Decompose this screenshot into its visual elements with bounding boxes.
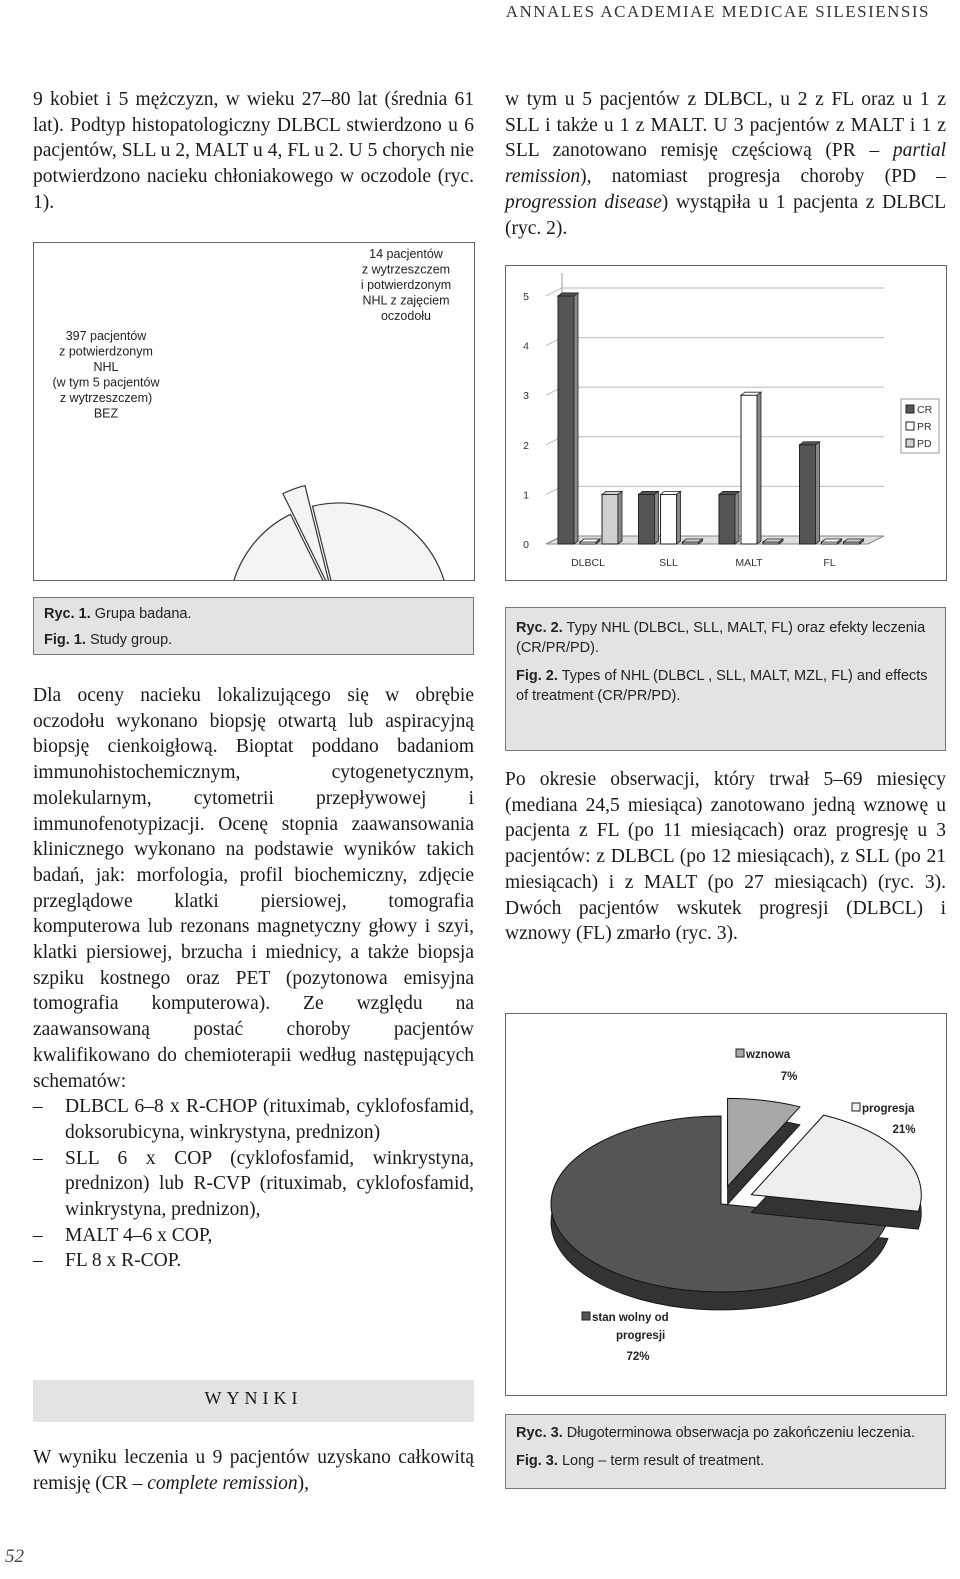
pie-label-line: BEZ	[93, 406, 119, 421]
bar-side	[735, 491, 739, 544]
list-item: – SLL 6 x COP (cyklofosfamid, winkrystyna, prednizon) lub R-CVP (rituximab, cyklofosfamid, winkrystyna, prednizon),	[33, 1146, 474, 1223]
bar-side	[677, 491, 681, 544]
figure-3	[505, 1013, 947, 1396]
y-tick-label: 3	[523, 390, 529, 403]
pie-label-line: (w tym 5 pacjentów	[52, 375, 160, 390]
pie-label-line: i potwierdzonym	[360, 278, 452, 292]
legend-swatch	[906, 422, 914, 430]
pie-label-line: z wytrzeszczem)	[59, 391, 153, 405]
left-paragraph-2: Dla oceny nacieku lokalizującego się w obrębie oczodołu wykonano biopsję otwartą lub aspiracyjną biopsję cienkoigłową. Bioptat poddano badaniom immunohistochemicznym, cytogenetycznym, molekularnym, cytometrii przepływowej i immunofenotypizacji. Ocenę stopnia zaawansowania klinicznego wykonano na podstawie wyników takich badań, jak: morfologia, profil biochemiczny, zdjęcie przeglądowe klatki piersiowej, tomografia komputerowa lub rezonans magnetyczny głowy i szyi, klatki piersiowej, brzucha i miednicy, a także biopsja szpiku kostnego oraz PET (pozytonowa emisyjna tomografia komputerowa). Ze względu na zaawansowaną postać choroby pacjentów kwalifikowano do chemioterapii według następujących schematów: – DLBCL 6–8 x R-CHOP (rituximab, cyklofosfamid, doksorubicyna, winkrystyna, prednizon) – SLL 6 x COP (cyklofosfamid, winkrystyna, prednizon) lub R-CVP (rituximab, cyklofosfamid, winkrystyna, prednizon), – MALT 4–6 x COP, – FL 8 x R-COP.	[33, 683, 474, 1274]
section-heading: WYNIKI	[33, 1380, 474, 1422]
legend-swatch	[582, 1312, 590, 1320]
chart-legend	[901, 399, 939, 453]
pie-label-line: NHL z zajęciem	[362, 293, 450, 308]
left-paragraph-1: 9 kobiet i 5 mężczyzn, w wieku 27–80 lat (średnia 61 lat). Podtyp histopatologiczny DLBCL stwierdzono u 6 pacjentów, SLL u 2, MALT u 4, FL u 2. U 5 chorych nie potwierdzono nacieku chłoniakowego w oczodole (ryc. 1).	[33, 89, 474, 213]
list-item: – DLBCL 6–8 x R-CHOP (rituximab, cyklofosfamid, doksorubicyna, winkrystyna, prednizon)	[33, 1094, 474, 1145]
y-tick-label: 1	[523, 489, 529, 502]
y-tick-label: 0	[523, 539, 529, 551]
bar-cr	[639, 494, 655, 544]
fig3-pie-chart	[506, 1014, 946, 1395]
x-category-label: DLBCL	[571, 557, 605, 569]
figure-3-caption: Ryc. 3. Długoterminowa obserwacja po zakończeniu leczenia. Fig. 3. Long – term result of treatment.	[505, 1414, 946, 1489]
y-tick-label: 2	[523, 439, 529, 452]
list-item: – FL 8 x R-COP.	[33, 1248, 474, 1274]
pie-label-line: NHL	[93, 360, 119, 374]
legend-swatch	[852, 1103, 860, 1111]
legend-label: PR	[917, 421, 932, 433]
figure-1-caption: Ryc. 1. Grupa badana. Fig. 1. Study group.	[33, 597, 474, 655]
figure-2-caption: Ryc. 2. Typy NHL (DLBCL, SLL, MALT, FL) oraz efekty leczenia (CR/PR/PD). Fig. 2. Types of NHL (DLBCL , SLL, MALT, MZL, FL) and effects of treatment (CR/PR/PD).	[505, 607, 946, 751]
bar-pr	[741, 395, 757, 544]
right-paragraph-2: Po okresie obserwacji, który trwał 5–69 miesięcy (mediana 24,5 miesiąca) zanotowano jedną wznowę u pacjenta z FL (po 11 miesiącach) oraz progresję u 3 pacjentów: z DLBCL (po 12 miesiącach), z SLL (po 21 miesiącach) i z MALT (po 27 miesiącach) (ryc. 3). Dwóch pacjentów wskutek progresji (DLBCL) i wznowy (FL) zmarło (ryc. 3).	[505, 769, 946, 945]
slice-percent: 21%	[892, 1124, 916, 1136]
right-paragraph-1: w tym u 5 pacjentów z DLBCL, u 2 z FL oraz u 1 z SLL i także u 1 z MALT. U 3 pacjentów z MALT i 1 z SLL zanotowano remisję częściową (PR – partial remission), natomiast progresja choroby (PD – progression disease) wystąpiła u 1 pacjenta z DLBCL (ryc. 2).	[505, 89, 946, 239]
legend-swatch	[906, 439, 914, 447]
pie-label-line: z potwierdzonym	[59, 344, 153, 359]
pie-slice-main	[229, 503, 449, 580]
bar-cr	[719, 494, 735, 544]
bar-pr	[661, 494, 677, 544]
bar-side	[655, 491, 659, 544]
page-number: 52	[5, 1546, 24, 1567]
running-head: ANNALES ACADEMIAE MEDICAE SILESIENSIS	[505, 2, 930, 21]
legend-swatch	[736, 1049, 744, 1057]
slice-label: wznowa	[746, 1049, 791, 1061]
y-tick-label: 4	[523, 340, 529, 353]
y-tick-label: 5	[523, 290, 529, 303]
bar-side	[574, 293, 578, 544]
bar-cr	[558, 296, 574, 544]
left-paragraph-3: W wyniku leczenia u 9 pacjentów uzyskano całkowitą remisję (CR – complete remission),	[33, 1447, 474, 1494]
chemotherapy-list	[33, 1094, 474, 1274]
bar-pd	[602, 494, 618, 544]
slice-percent: 72%	[626, 1351, 650, 1363]
slice-label: progresja	[862, 1103, 915, 1115]
x-category-label: SLL	[659, 557, 678, 569]
slice-percent: 7%	[780, 1071, 798, 1083]
legend-label: PD	[917, 438, 932, 450]
list-item: – MALT 4–6 x COP,	[33, 1223, 474, 1249]
bar-side	[816, 442, 820, 544]
x-category-label: MALT	[735, 557, 763, 569]
slice-label: stan wolny od	[592, 1312, 669, 1324]
bar-cr	[800, 445, 816, 544]
x-category-label: FL	[823, 557, 836, 569]
fig2-bar-chart	[506, 266, 946, 580]
legend-label: CR	[917, 404, 933, 416]
pie-label-line: oczodołu	[380, 309, 432, 323]
figure-1	[33, 242, 475, 581]
pie-label-line: 14 pacjentów	[369, 247, 443, 261]
slice-label: progresji	[616, 1330, 666, 1342]
pie-label-line: 397 pacjentów	[65, 329, 147, 343]
fig1-pie-chart	[34, 243, 474, 580]
figure-2	[505, 265, 947, 581]
pie-label-line: z wytrzeszczem	[361, 262, 451, 277]
bar-side	[757, 392, 761, 544]
bar-side	[618, 491, 622, 544]
legend-swatch	[906, 405, 914, 413]
